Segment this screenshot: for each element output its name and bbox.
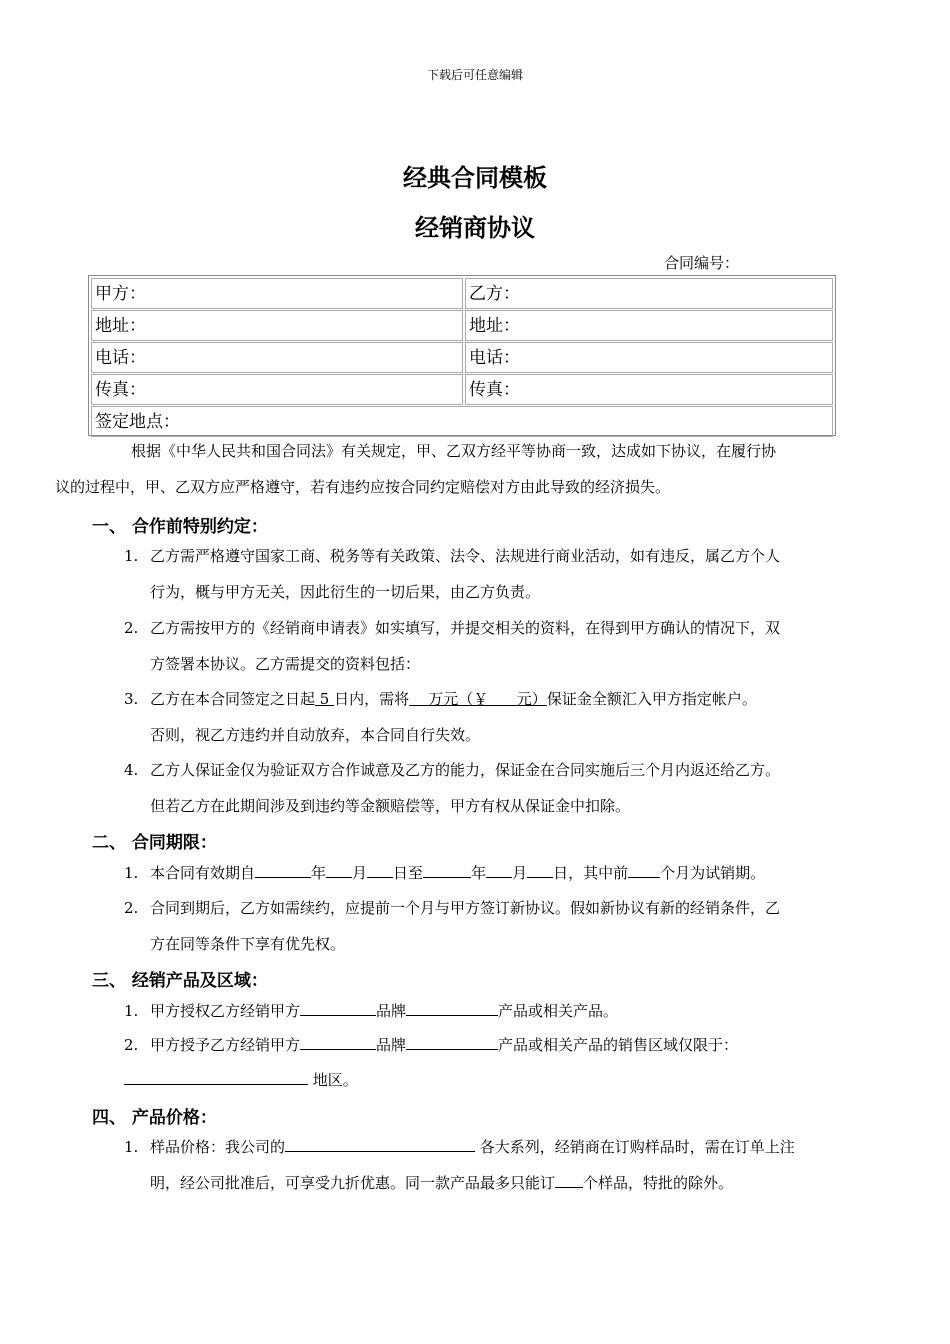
table-row [91,374,833,405]
party-b-address-cell: 地址： [465,310,833,341]
days-blank: 5 [315,690,335,708]
item-text: 年 [311,864,327,882]
contract-number-label: 合同编号： [664,254,740,272]
item-text: 保证金全额汇入甲方指定帐户。 [546,690,757,708]
item-text: 日内，需将 [334,690,410,708]
item-text: 乙方需按甲方的《经销商申请表》如实填写，并提交相关的资料，在得到甲方确认的情况下，双 [150,619,781,637]
item-text: 乙方需严格遵守国家工商、税务等有关政策、法令、法规进行商业活动，如有违反，属乙方个人 [150,547,781,565]
item-text-cont [124,1165,864,1201]
item-text: 明，经公司批准后，可享受九折优惠。同一款产品最多只能订 [150,1174,556,1192]
item-text: 个月为试销期。 [660,864,766,882]
item-text: 产品或相关产品。 [498,1002,619,1020]
year-blank [423,862,471,878]
item-number: 3. [124,690,139,708]
item-number: 2. [124,1036,139,1054]
item-text-cont: 否则，视乙方违约并自动放弃，本合同自行失效。 [150,726,481,744]
list-item [124,610,864,682]
table-row [91,310,833,341]
list-item [124,993,864,1029]
item-number: 1. [124,864,139,882]
item-text: 产品或相关产品的销售区域仅限于： [498,1036,739,1054]
list-item [124,538,864,610]
trial-months-blank [628,862,660,878]
item-number: 1. [124,1138,139,1156]
item-number: 4. [124,761,139,779]
item-text: 甲方授予乙方经销甲方 [150,1036,301,1054]
party-a-fax-cell: 传真： [91,374,463,405]
section-3-heading: 三、 经销产品及区域： [92,971,268,991]
item-text-cont: 方签署本协议。乙方需提交的资料包括： [150,655,421,673]
item-text: 各大系列，经销商在订购样品时，需在订单上注 [475,1138,795,1156]
section-2-heading: 二、 合同期限： [92,833,217,853]
product-blank [406,1000,498,1016]
product-blank [406,1034,498,1050]
table-row [91,342,833,373]
brand-blank [300,1034,376,1050]
item-text: 品牌 [376,1036,407,1054]
item-text: 乙方人保证金仅为验证双方合作诚意及乙方的能力，保证金在合同实施后三个月内返还给乙方。 [150,761,781,779]
party-b-phone-cell: 电话： [465,342,833,373]
item-text: 月 [512,864,528,882]
party-info-table [88,275,836,436]
list-item [124,890,864,962]
item-text-cont: 行为，概与甲方无关，因此衍生的一切后果，由乙方负责。 [150,583,541,601]
list-item [124,1027,864,1063]
month-blank [486,862,512,878]
list-item [124,681,864,753]
item-number: 1. [124,547,139,565]
sample-count-blank [555,1172,583,1188]
item-text: 月 [352,864,368,882]
party-b-fax-cell: 传真： [465,374,833,405]
section-4-heading: 四、 产品价格： [92,1108,217,1128]
item-text: 乙方在本合同签定之日起 [150,690,316,708]
item-text-cont: 方在同等条件下享有优先权。 [150,935,346,953]
item-number: 2. [124,899,139,917]
table-row [91,278,833,309]
item-text: 样品价格：我公司的 [150,1138,286,1156]
list-item [124,752,864,824]
party-a-address-cell: 地址： [91,310,463,341]
header-note: 下载后可任意编辑 [426,68,523,82]
list-item-cont [124,1062,864,1098]
series-blank [285,1136,475,1152]
list-item [124,855,864,891]
item-text: 品牌 [376,1002,407,1020]
list-item [124,1129,864,1201]
item-text-cont: 但若乙方在此期间涉及到违约等金额赔偿等，甲方有权从保证金中扣除。 [150,797,631,815]
deposit-amount-blank: 万元（￥ 元） [409,690,547,708]
intro-line-1: 根据《中华人民共和国合同法》有关规定，甲、乙双方经平等协商一致，达成如下协议，在履行协 [131,442,777,460]
item-text: 本合同有效期自 [150,864,256,882]
sign-place-cell: 签定地点： [91,406,833,437]
item-text: 日，其中前 [553,864,629,882]
party-a-cell: 甲方： [91,278,463,309]
document-title: 经典合同模板 [403,164,547,192]
item-text: 地区。 [308,1071,358,1089]
item-text: 日至 [393,864,424,882]
item-text: 合同到期后，乙方如需续约，应提前一个月与甲方签订新协议。假如新协议有新的经销条件，乙 [150,899,781,917]
region-blank [124,1069,308,1085]
day-blank [527,862,553,878]
party-a-phone-cell: 电话： [91,342,463,373]
item-text: 个样品，特批的除外。 [583,1174,734,1192]
month-blank [326,862,352,878]
section-1-heading: 一、 合作前特别约定： [92,517,268,537]
party-b-cell: 乙方： [465,278,833,309]
year-blank [255,862,311,878]
item-text: 甲方授权乙方经销甲方 [150,1002,301,1020]
intro-line-2: 议的过程中，甲、乙双方应严格遵守，若有违约应按合同约定赔偿对方由此导致的经济损失。 [55,478,671,496]
document-subtitle: 经销商协议 [415,214,535,242]
item-number: 2. [124,619,139,637]
item-text: 年 [471,864,487,882]
item-number: 1. [124,1002,139,1020]
brand-blank [300,1000,376,1016]
day-blank [367,862,393,878]
intro-paragraph [55,433,861,505]
